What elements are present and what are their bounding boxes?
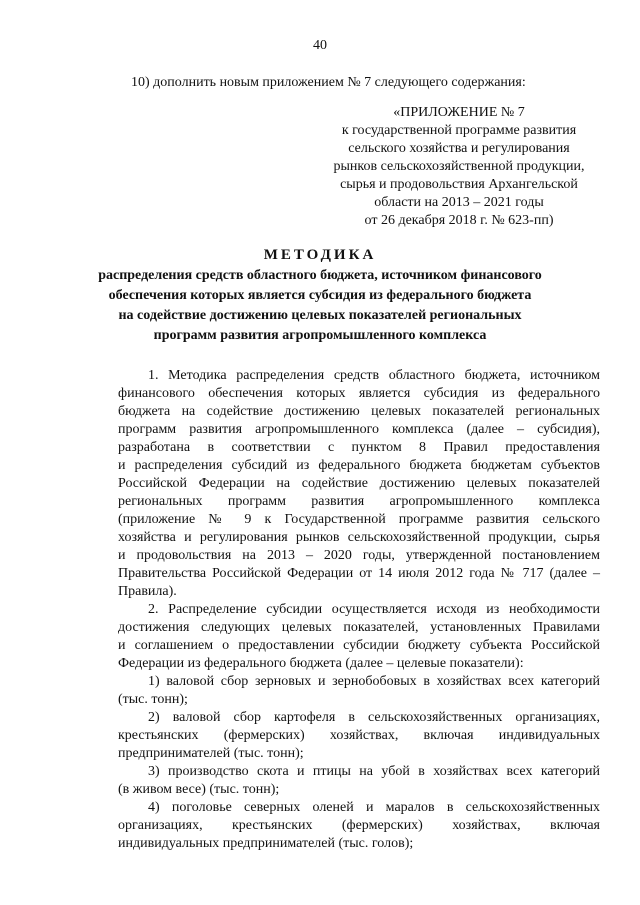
- body-line: программ развития агропромышленного комплекса (далее – субсидия),: [118, 422, 600, 437]
- body-line: 4) поголовье северных оленей и маралов в сельскохозяйственных: [148, 800, 600, 815]
- body-line: 2. Распределение субсидии осуществляется исходя из необходимости: [148, 602, 600, 617]
- subtitle-line: распределения средств областного бюджета, источником финансового: [98, 268, 542, 283]
- body-line: 3) производство скота и птицы на убой в хозяйствах всех категорий: [148, 764, 600, 779]
- body-line: и соглашением о предоставлении субсидии бюджету субъекта Российской: [118, 638, 600, 653]
- subtitle-line: на содействие достижению целевых показателей региональных: [118, 308, 522, 323]
- appendix-line: от 26 декабря 2018 г. № 623-пп): [364, 213, 554, 228]
- subtitle-line: обеспечения которых является субсидия из федерального бюджета: [108, 288, 532, 303]
- appendix-header: [314, 104, 604, 230]
- body-line: Российской Федерации на содействие достижению целевых показателей: [118, 476, 600, 491]
- amendment-item-10: 10) дополнить новым приложением № 7 следующего содержания:: [131, 75, 526, 90]
- body-line: организациях, крестьянских (фермерских) хозяйствах, включая: [118, 818, 600, 833]
- body-line: разработана в соответствии с пунктом 8 Правил предоставления: [118, 440, 600, 455]
- body-line: достижения следующих целевых показателей, установленных Правилами: [118, 620, 600, 635]
- body-line: хозяйства и регулирования рынков сельскохозяйственной продукции, сырья: [118, 530, 600, 545]
- subtitle-line: программ развития агропромышленного комплекса: [153, 328, 487, 343]
- body-line: 2) валовой сбор картофеля в сельскохозяйственных организациях,: [148, 710, 600, 725]
- body-line: (тыс. тонн);: [118, 692, 188, 707]
- body-line: и продовольствия на 2013 – 2020 годы, утвержденной постановлением: [118, 548, 600, 563]
- document-subtitle: [60, 266, 580, 346]
- appendix-line: к государственной программе развития: [341, 123, 577, 138]
- appendix-line: области на 2013 – 2021 годы: [374, 195, 544, 210]
- body-line: и распределения субсидий из федерального бюджета бюджетам субъектов: [118, 458, 600, 473]
- appendix-line: сырья и продовольствия Архангельской: [340, 177, 578, 192]
- page-number: 40: [313, 38, 327, 53]
- appendix-line: сельского хозяйства и регулирования: [348, 141, 570, 156]
- body-line: Правительства Российской Федерации от 14 июля 2012 года № 717 (далее –: [118, 566, 600, 581]
- body-line: Правила).: [118, 584, 177, 599]
- body-line: региональных программ развития агропромышленного комплекса: [118, 494, 600, 509]
- body-line: Федерации из федерального бюджета (далее – целевые показатели):: [118, 656, 524, 671]
- body-line: 1) валовой сбор зерновых и зернобобовых в хозяйствах всех категорий: [148, 674, 600, 689]
- body-line: крестьянских (фермерских) хозяйствах, включая индивидуальных: [118, 728, 600, 743]
- body-line: (приложение № 9 к Государственной программе развития сельского: [118, 512, 600, 527]
- document-title: МЕТОДИКА: [263, 247, 377, 263]
- body-line: бюджета на содействие достижению целевых показателей региональных: [118, 404, 600, 419]
- body-line: финансового обеспечения которых является субсидия из федерального: [118, 386, 600, 401]
- body-line: предпринимателей (тыс. тонн);: [118, 746, 304, 761]
- body-line: (в живом весе) (тыс. тонн);: [118, 782, 280, 797]
- appendix-line: «ПРИЛОЖЕНИЕ № 7: [393, 105, 525, 120]
- appendix-line: рынков сельскохозяйственной продукции,: [333, 159, 585, 174]
- body-line: индивидуальных предпринимателей (тыс. голов);: [118, 836, 414, 851]
- body-text: [118, 367, 600, 853]
- body-line: 1. Методика распределения средств областного бюджета, источником: [148, 368, 600, 383]
